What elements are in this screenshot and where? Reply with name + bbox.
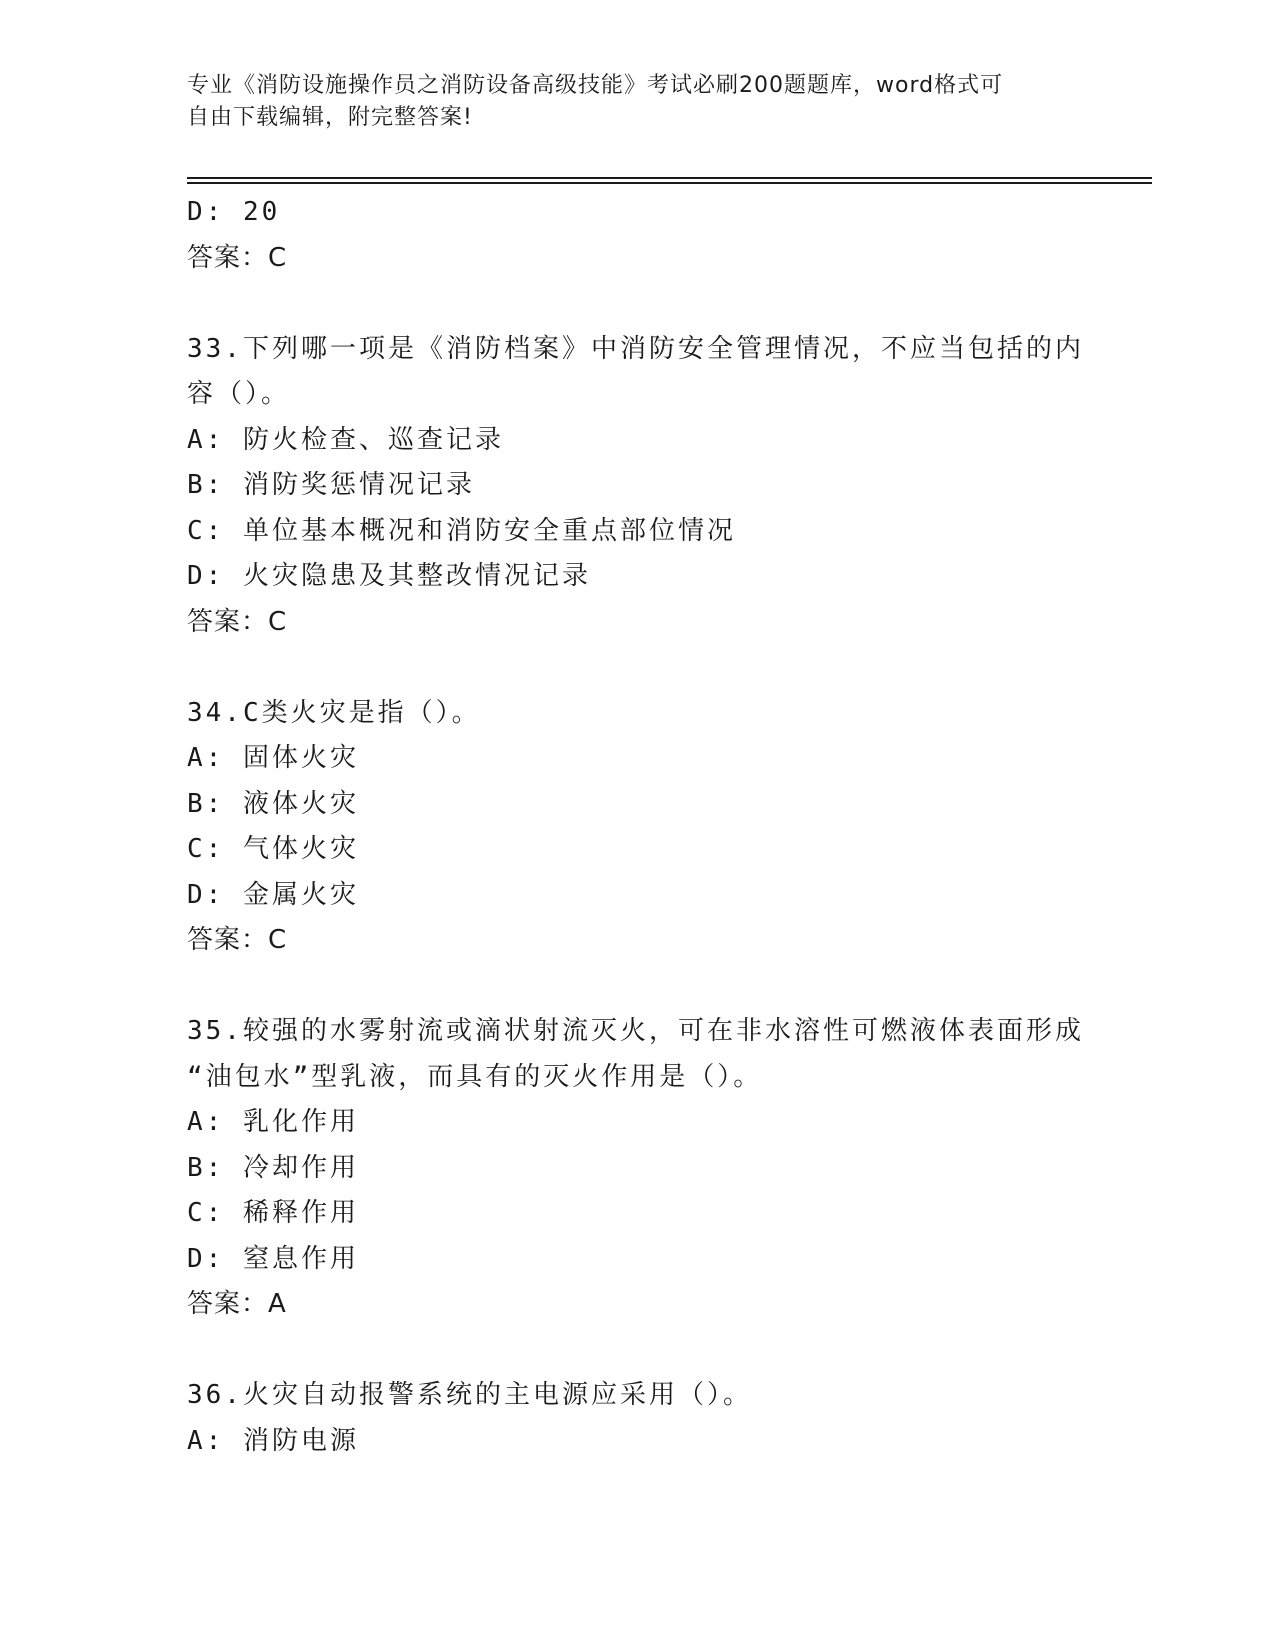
option-a: A: 乳化作用 bbox=[187, 1107, 359, 1137]
prev-answer: 答案：C bbox=[187, 242, 288, 273]
question-text: “油包水”型乳液，而具有的灭火作用是（）。 bbox=[187, 1061, 763, 1092]
question-35 bbox=[187, 1009, 1147, 1328]
spacer bbox=[187, 1328, 1147, 1374]
option-a: A: 防火检查、巡查记录 bbox=[187, 424, 504, 455]
question-36 bbox=[187, 1373, 1147, 1464]
option-b: B: 消防奖惩情况记录 bbox=[187, 470, 475, 500]
option-c: C: 气体火灾 bbox=[187, 834, 359, 864]
option-d: D: 金属火灾 bbox=[187, 879, 359, 910]
option-d: D: 窒息作用 bbox=[187, 1243, 359, 1274]
question-34 bbox=[187, 691, 1147, 964]
option-a: A: 消防电源 bbox=[187, 1425, 359, 1456]
header-rule-top bbox=[187, 177, 1152, 179]
question-text: 容（）。 bbox=[187, 379, 291, 409]
option-d: D: 火灾隐患及其整改情况记录 bbox=[187, 561, 591, 591]
option-c: C: 稀释作用 bbox=[187, 1198, 359, 1228]
question-text: 34.C类火灾是指（）。 bbox=[187, 697, 481, 728]
question-content bbox=[187, 190, 1147, 1464]
spacer bbox=[187, 281, 1147, 327]
prev-option-d: D: 20 bbox=[187, 197, 281, 227]
question-text: 35.较强的水雾射流或滴状射流灭火，可在非水溶性可燃液体表面形成 bbox=[187, 1016, 1084, 1046]
answer: 答案：A bbox=[187, 1289, 287, 1319]
answer: 答案：C bbox=[187, 925, 288, 955]
document-header bbox=[187, 70, 1087, 134]
header-rule-bottom bbox=[187, 182, 1152, 184]
spacer bbox=[187, 964, 1147, 1010]
question-33 bbox=[187, 327, 1147, 646]
answer: 答案：C bbox=[187, 606, 288, 637]
header-line-2: 自由下载编辑，附完整答案! bbox=[187, 105, 473, 130]
option-b: B: 液体火灾 bbox=[187, 788, 359, 819]
question-text: 36.火灾自动报警系统的主电源应采用（）。 bbox=[187, 1380, 752, 1410]
option-c: C: 单位基本概况和消防安全重点部位情况 bbox=[187, 515, 736, 546]
option-a: A: 固体火灾 bbox=[187, 743, 359, 773]
spacer bbox=[187, 645, 1147, 691]
header-line-1: 专业《消防设施操作员之消防设备高级技能》考试必刷200题题库，word格式可 bbox=[187, 73, 1004, 98]
option-b: B: 冷却作用 bbox=[187, 1152, 359, 1183]
question-text: 33.下列哪一项是《消防档案》中消防安全管理情况，不应当包括的内 bbox=[187, 333, 1084, 364]
